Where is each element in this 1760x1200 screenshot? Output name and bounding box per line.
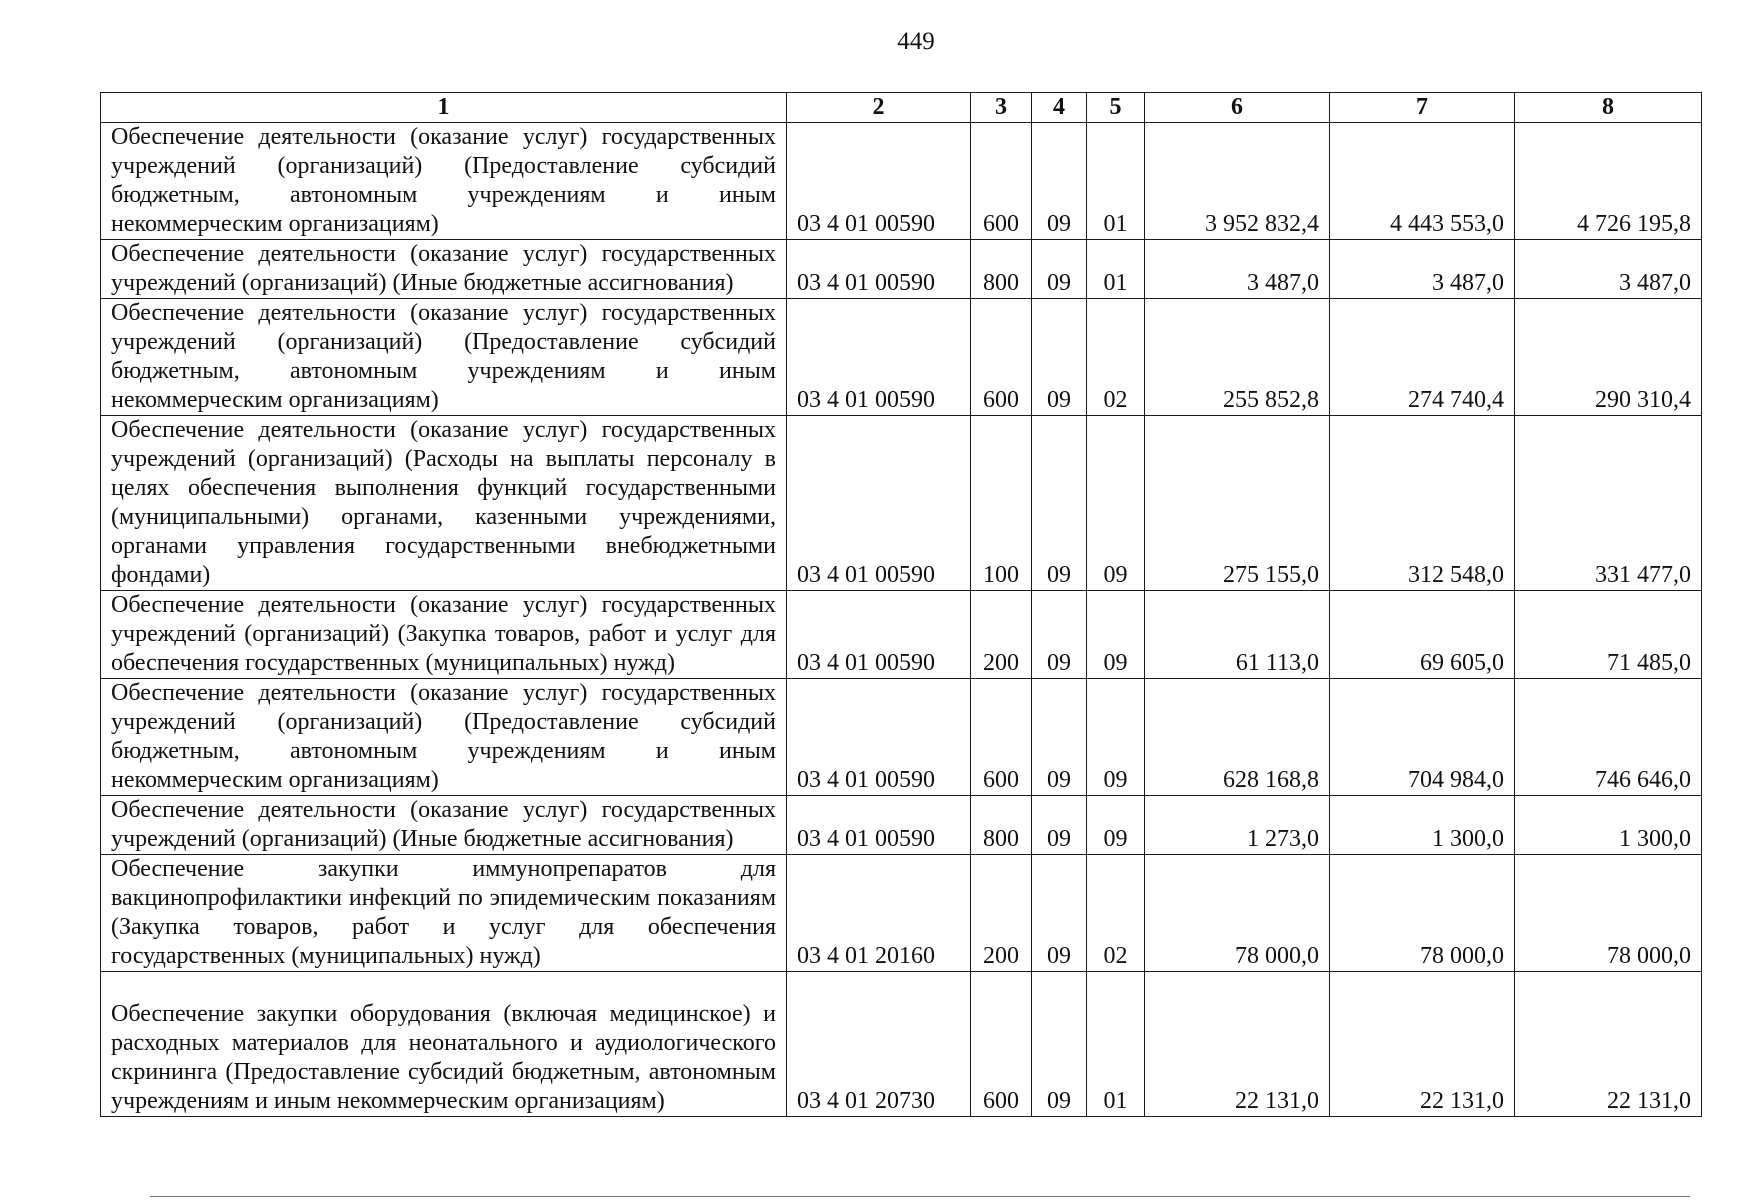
table-row: [101, 679, 1702, 796]
table-row: [101, 299, 1702, 416]
column-header: 6: [1145, 93, 1330, 123]
row-col4: 09: [1032, 679, 1087, 796]
row-description: Обеспечение закупки иммунопрепаратов для вакцинопрофилактики инфекций по эпидемическим показаниям (Закупка товаров, работ и услуг для обеспечения государственных (муниципальных) нужд): [101, 855, 787, 972]
row-col5: 09: [1087, 416, 1145, 591]
row-col8: 78 000,0: [1515, 855, 1702, 972]
row-col3: 600: [971, 123, 1032, 240]
row-description: Обеспечение деятельности (оказание услуг) государственных учреждений (организаций) (Предоставление субсидий бюджетным, автономным учреждениям и иным некоммерческим организациям): [101, 679, 787, 796]
row-code: 03 4 01 00590: [787, 591, 971, 679]
budget-table: [100, 92, 1702, 1117]
row-col4: 09: [1032, 796, 1087, 855]
row-description: Обеспечение деятельности (оказание услуг) государственных учреждений (организаций) (Расходы на выплаты персоналу в целях обеспечения выполнения функций государственными (муниципальными) органами, казенными учреждениями, органами управления государственными внебюджетными фондами): [101, 416, 787, 591]
column-header: 5: [1087, 93, 1145, 123]
row-col3: 600: [971, 299, 1032, 416]
row-col3: 600: [971, 972, 1032, 1117]
table-row: [101, 972, 1702, 1117]
row-col5: 01: [1087, 972, 1145, 1117]
row-col5: 09: [1087, 796, 1145, 855]
column-header: 8: [1515, 93, 1702, 123]
row-code: 03 4 01 00590: [787, 123, 971, 240]
row-col3: 200: [971, 591, 1032, 679]
row-col5: 09: [1087, 591, 1145, 679]
row-col7: 78 000,0: [1330, 855, 1515, 972]
row-col5: 01: [1087, 123, 1145, 240]
table-row: [101, 855, 1702, 972]
row-col3: 800: [971, 240, 1032, 299]
row-col6: 61 113,0: [1145, 591, 1330, 679]
table-row: [101, 591, 1702, 679]
row-col4: 09: [1032, 972, 1087, 1117]
row-col7: 4 443 553,0: [1330, 123, 1515, 240]
row-description: Обеспечение деятельности (оказание услуг) государственных учреждений (организаций) (Иные бюджетные ассигнования): [101, 796, 787, 855]
row-description: Обеспечение закупки оборудования (включая медицинское) и расходных материалов для неонатального и аудиологического скрининга (Предоставление субсидий бюджетным, автономным учреждениям и иным некоммерческим организациям): [101, 972, 787, 1117]
table-header-row: [101, 93, 1702, 123]
row-col3: 100: [971, 416, 1032, 591]
row-col6: 3 952 832,4: [1145, 123, 1330, 240]
row-col8: 746 646,0: [1515, 679, 1702, 796]
row-description: Обеспечение деятельности (оказание услуг) государственных учреждений (организаций) (Предоставление субсидий бюджетным, автономным учреждениям и иным некоммерческим организациям): [101, 123, 787, 240]
row-col4: 09: [1032, 240, 1087, 299]
row-col8: 1 300,0: [1515, 796, 1702, 855]
row-col8: 290 310,4: [1515, 299, 1702, 416]
row-col6: 1 273,0: [1145, 796, 1330, 855]
row-col4: 09: [1032, 855, 1087, 972]
row-description: Обеспечение деятельности (оказание услуг) государственных учреждений (организаций) (Предоставление субсидий бюджетным, автономным учреждениям и иным некоммерческим организациям): [101, 299, 787, 416]
row-col8: 331 477,0: [1515, 416, 1702, 591]
row-col7: 704 984,0: [1330, 679, 1515, 796]
row-col6: 78 000,0: [1145, 855, 1330, 972]
row-col5: 02: [1087, 855, 1145, 972]
row-col5: 01: [1087, 240, 1145, 299]
row-code: 03 4 01 00590: [787, 796, 971, 855]
row-col8: 4 726 195,8: [1515, 123, 1702, 240]
row-col8: 3 487,0: [1515, 240, 1702, 299]
table-row: [101, 416, 1702, 591]
row-col4: 09: [1032, 591, 1087, 679]
row-col7: 1 300,0: [1330, 796, 1515, 855]
row-col5: 09: [1087, 679, 1145, 796]
row-col6: 22 131,0: [1145, 972, 1330, 1117]
row-col6: 255 852,8: [1145, 299, 1330, 416]
row-col8: 22 131,0: [1515, 972, 1702, 1117]
row-col7: 69 605,0: [1330, 591, 1515, 679]
column-header: 1: [101, 93, 787, 123]
footer-rule: [150, 1196, 1690, 1197]
row-col4: 09: [1032, 299, 1087, 416]
row-col6: 275 155,0: [1145, 416, 1330, 591]
row-code: 03 4 01 00590: [787, 416, 971, 591]
column-header: 4: [1032, 93, 1087, 123]
row-code: 03 4 01 20160: [787, 855, 971, 972]
row-code: 03 4 01 00590: [787, 240, 971, 299]
column-header: 3: [971, 93, 1032, 123]
row-col7: 312 548,0: [1330, 416, 1515, 591]
row-col3: 200: [971, 855, 1032, 972]
row-col7: 22 131,0: [1330, 972, 1515, 1117]
row-col7: 274 740,4: [1330, 299, 1515, 416]
row-col4: 09: [1032, 416, 1087, 591]
column-header: 2: [787, 93, 971, 123]
row-code: 03 4 01 00590: [787, 679, 971, 796]
row-col4: 09: [1032, 123, 1087, 240]
row-col5: 02: [1087, 299, 1145, 416]
row-code: 03 4 01 20730: [787, 972, 971, 1117]
table-row: [101, 123, 1702, 240]
column-header: 7: [1330, 93, 1515, 123]
row-description: Обеспечение деятельности (оказание услуг) государственных учреждений (организаций) (Закупка товаров, работ и услуг для обеспечения государственных (муниципальных) нужд): [101, 591, 787, 679]
page-number: 449: [897, 28, 935, 55]
row-col6: 3 487,0: [1145, 240, 1330, 299]
row-col3: 600: [971, 679, 1032, 796]
row-col8: 71 485,0: [1515, 591, 1702, 679]
row-col7: 3 487,0: [1330, 240, 1515, 299]
table-row: [101, 240, 1702, 299]
row-col6: 628 168,8: [1145, 679, 1330, 796]
table-row: [101, 796, 1702, 855]
row-code: 03 4 01 00590: [787, 299, 971, 416]
row-col3: 800: [971, 796, 1032, 855]
row-description: Обеспечение деятельности (оказание услуг) государственных учреждений (организаций) (Иные бюджетные ассигнования): [101, 240, 787, 299]
